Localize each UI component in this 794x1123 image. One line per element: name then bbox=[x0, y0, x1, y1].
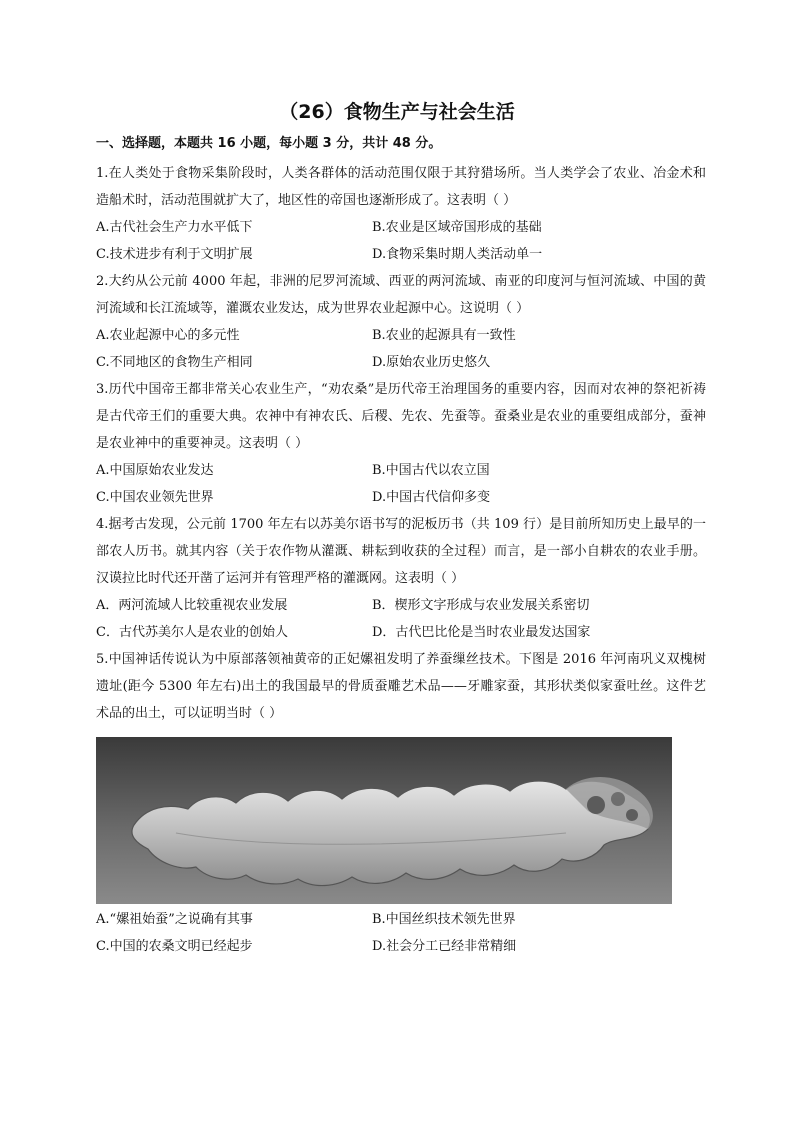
question-5 bbox=[96, 646, 706, 960]
option-b: B.中国古代以农立国 bbox=[372, 463, 490, 478]
question-options bbox=[96, 906, 706, 960]
ivory-silkworm-photo bbox=[96, 737, 672, 904]
option-c: C.不同地区的食物生产相同 bbox=[96, 355, 253, 370]
option-d: D.中国古代信仰多变 bbox=[372, 490, 491, 505]
question-1 bbox=[96, 160, 706, 268]
option-d: D．古代巴比伦是当时农业最发达国家 bbox=[372, 625, 591, 640]
question-2 bbox=[96, 268, 706, 376]
option-c: C．古代苏美尔人是农业的创始人 bbox=[96, 625, 288, 640]
question-stem: 5.中国神话传说认为中原部落领袖黄帝的正妃嫘祖发明了养蚕缫丝技术。下图是 2016 年河南巩义双槐树遗址(距今 5300 年左右)出土的我国最早的骨质蚕雕艺术品——牙雕家蚕，其形状类似家蚕吐丝。这件艺术品的出土，可以证明当时（ ） bbox=[96, 652, 706, 721]
page-title: （26）食物生产与社会生活 bbox=[279, 101, 515, 123]
option-b: B.农业的起源具有一致性 bbox=[372, 328, 516, 343]
option-a: A．两河流域人比较重视农业发展 bbox=[96, 598, 288, 613]
question-list bbox=[96, 134, 706, 960]
question-stem: 2.大约从公元前 4000 年起，非洲的尼罗河流域、西亚的两河流域、南亚的印度河与恒河流域、中国的黄河流域和长江流域等，灌溉农业发达，成为世界农业起源中心。这说明（ ） bbox=[96, 274, 706, 316]
section-heading: 一、选择题，本题共 16 小题，每小题 3 分，共计 48 分。 bbox=[96, 136, 442, 151]
option-a: A.农业起源中心的多元性 bbox=[96, 328, 240, 343]
question-stem: 1.在人类处于食物采集阶段时，人类各群体的活动范围仅限于其狩猎场所。当人类学会了农业、冶金术和造船术时，活动范围就扩大了，地区性的帝国也逐渐形成了。这表明（ ） bbox=[96, 166, 706, 208]
option-a: A.“嫘祖始蚕”之说确有其事 bbox=[96, 912, 253, 927]
option-b: B.中国丝织技术领先世界 bbox=[372, 912, 516, 927]
option-c: C.中国的农桑文明已经起步 bbox=[96, 939, 253, 954]
question-stem: 3.历代中国帝王都非常关心农业生产，“劝农桑”是历代帝王治理国务的重要内容，因而对农神的祭祀祈祷是古代帝王们的重要大典。农神中有神农氏、后稷、先农、先蚕等。蚕桑业是农业的重要组成部分，蚕神是农业神中的重要神灵。这表明（ ） bbox=[96, 382, 706, 451]
question-4 bbox=[96, 511, 706, 646]
option-d: D.社会分工已经非常精细 bbox=[372, 939, 517, 954]
question-stem: 4.据考古发现，公元前 1700 年左右以苏美尔语书写的泥板历书（共 109 行）是目前所知历史上最早的一部农人历书。就其内容（关于农作物从灌溉、耕耘到收获的全过程）而言，是一部小自耕农的农业手册。汉谟拉比时代还开凿了运河并有管理严格的灌溉网。这表明（ ） bbox=[96, 517, 706, 586]
option-c: C.中国农业领先世界 bbox=[96, 490, 214, 505]
question-options bbox=[96, 592, 706, 646]
option-a: A.古代社会生产力水平低下 bbox=[96, 220, 253, 235]
option-c: C.技术进步有利于文明扩展 bbox=[96, 247, 253, 262]
option-b: B.农业是区域帝国形成的基础 bbox=[372, 220, 542, 235]
question-3 bbox=[96, 376, 706, 511]
option-d: D.食物采集时期人类活动单一 bbox=[372, 247, 543, 262]
question-options bbox=[96, 322, 706, 376]
option-d: D.原始农业历史悠久 bbox=[372, 355, 491, 370]
question-options bbox=[96, 214, 706, 268]
option-a: A.中国原始农业发达 bbox=[96, 463, 214, 478]
silkworm-figure-image bbox=[96, 737, 672, 904]
option-b: B．楔形文字形成与农业发展关系密切 bbox=[372, 598, 590, 613]
question-options bbox=[96, 457, 706, 511]
